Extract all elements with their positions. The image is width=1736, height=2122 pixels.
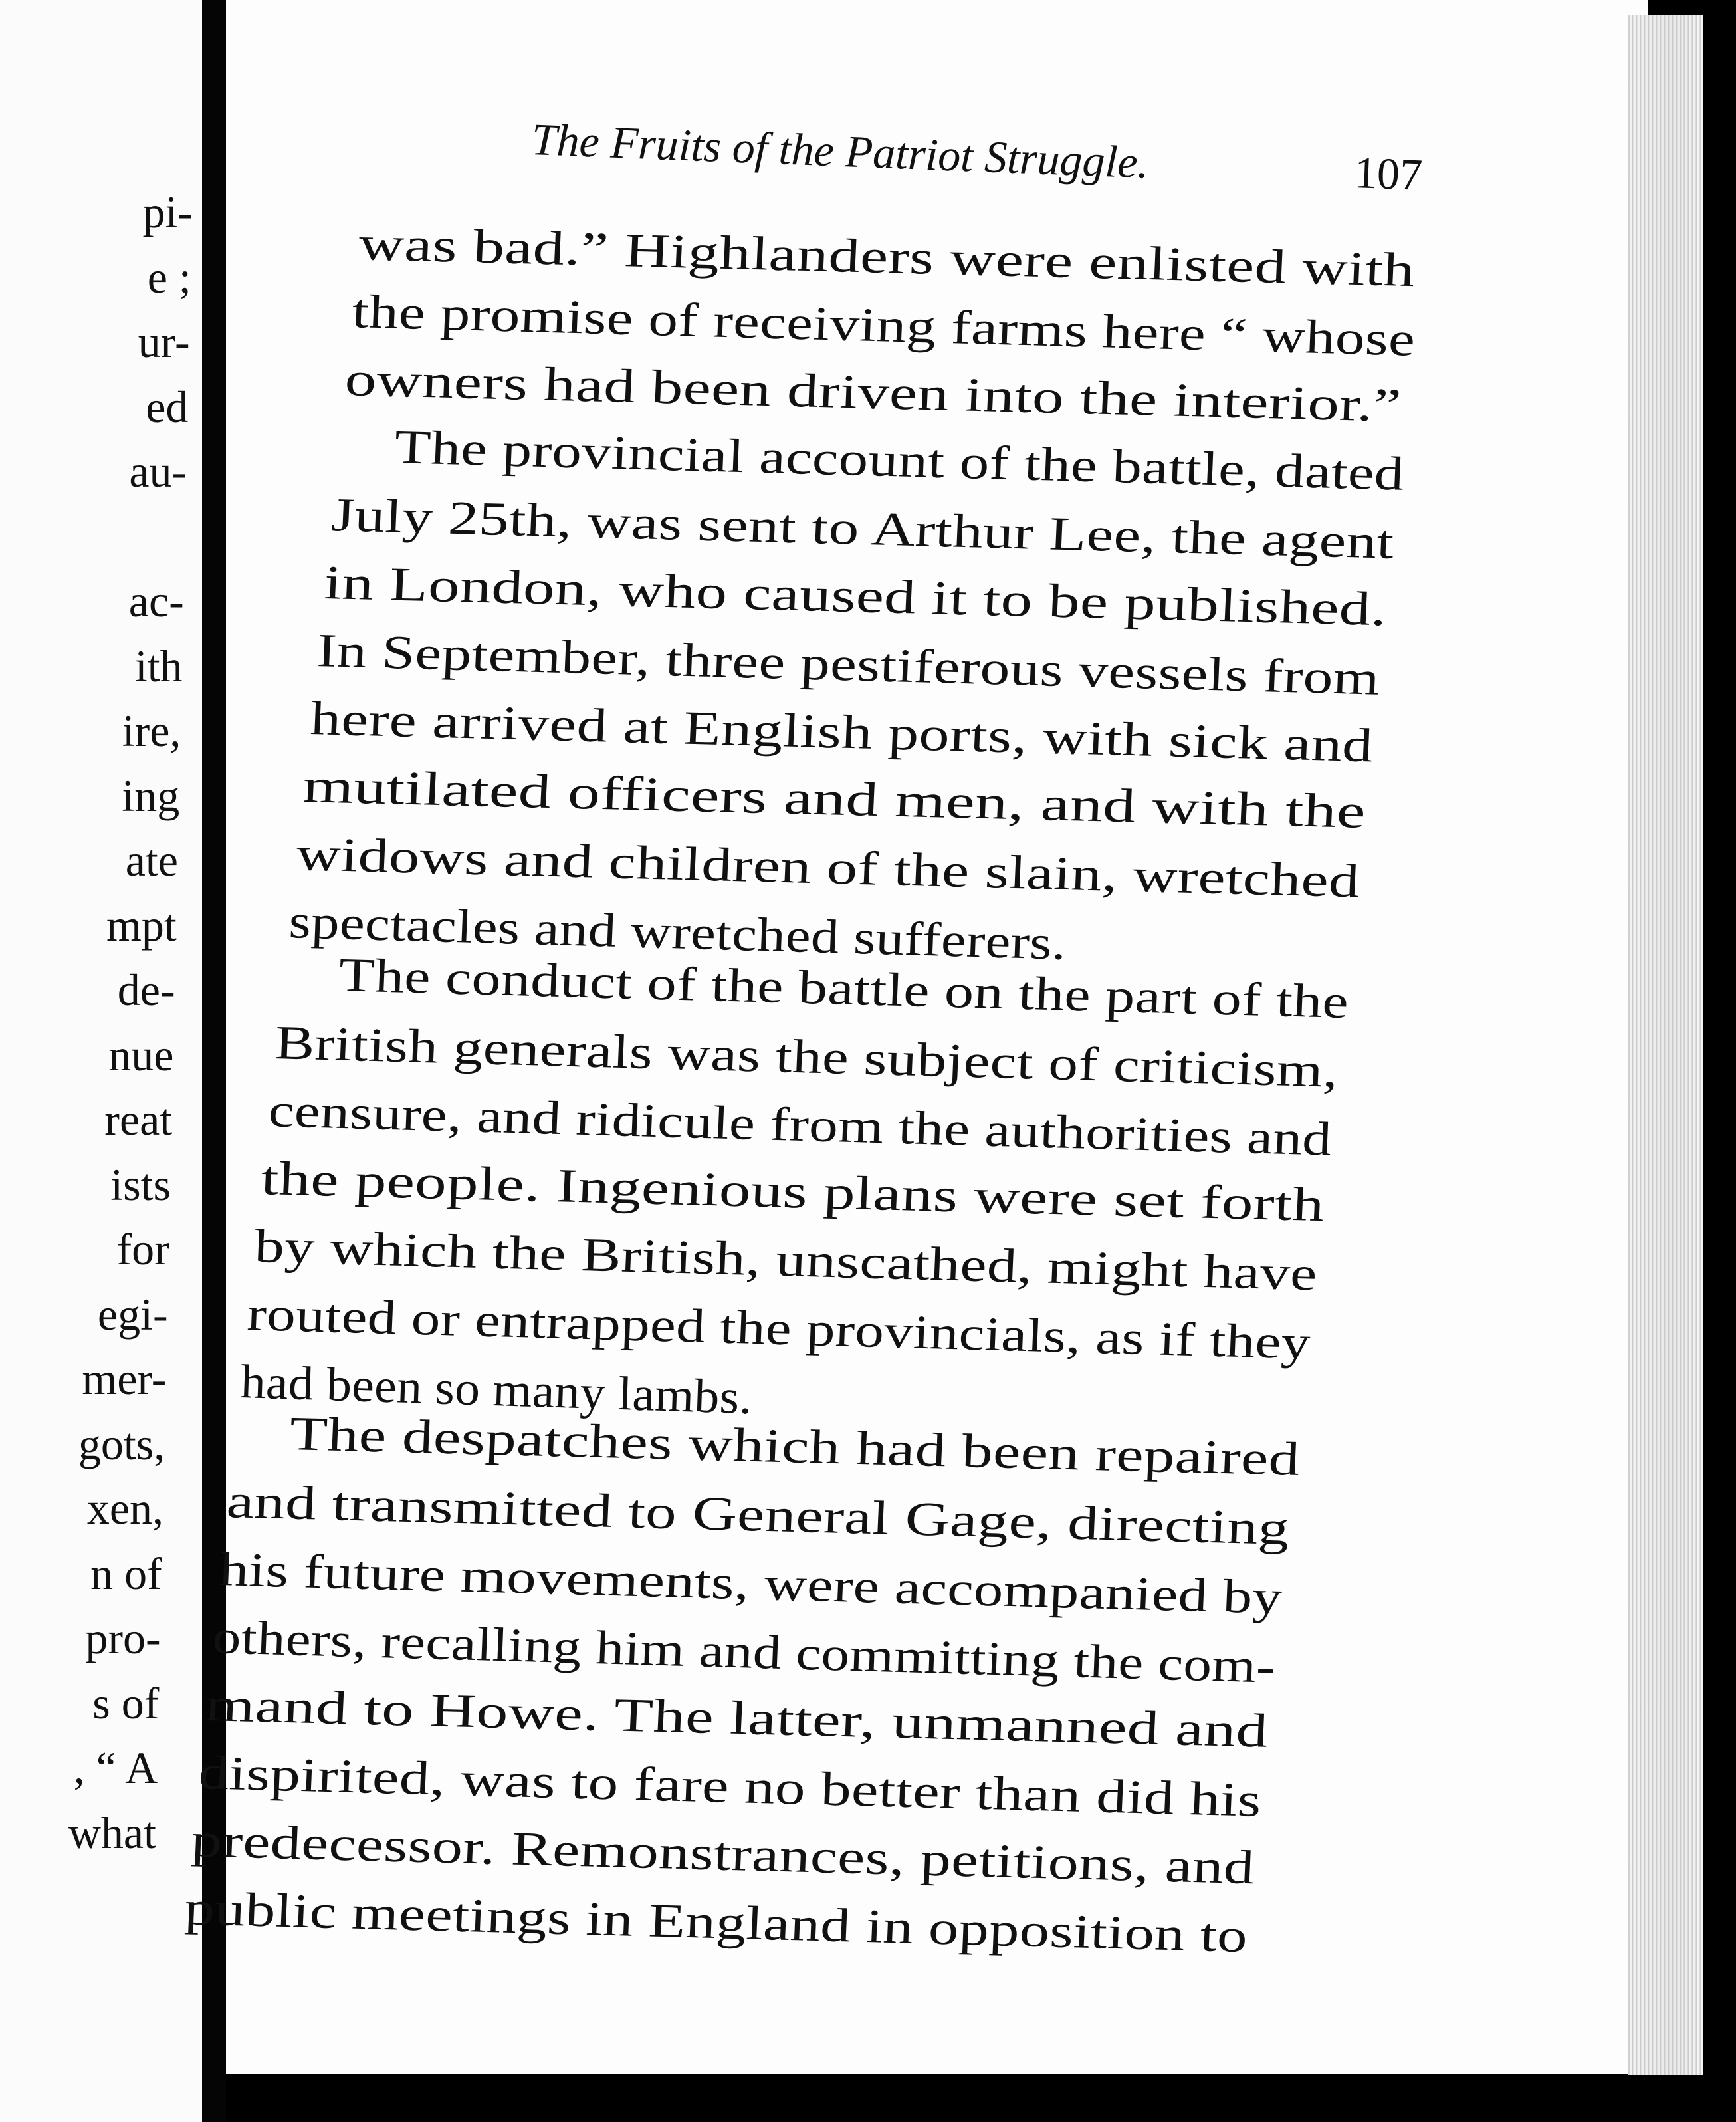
text-line: mutilated officers and men, and with the: [302, 759, 1367, 838]
text-line: spectacles and wretched sufferers.: [288, 895, 1067, 970]
left-page-fragment: ed: [146, 381, 189, 432]
text-line: British generals was the subject of criticism,: [274, 1016, 1339, 1098]
text-line: owners had been driven into the interior.”: [344, 352, 1403, 433]
text-line: dispirited, was to fare no better than did his: [197, 1746, 1262, 1827]
text-line: the people. Ingenious plans were set forth: [260, 1151, 1326, 1232]
text-line: widows and children of the slain, wretched: [294, 827, 1360, 908]
page-number: 107: [1353, 147, 1424, 200]
text-line: routed or entrapped the provincials, as if they: [246, 1287, 1312, 1369]
running-head: The Fruits of the Patriot Struggle.: [530, 114, 1150, 188]
left-page-fragment: gots,: [78, 1418, 165, 1469]
left-page-fragment: e ;: [147, 251, 191, 302]
text-line: and transmitted to General Gage, directing: [225, 1474, 1291, 1556]
text-line: had been so many lambs.: [239, 1355, 753, 1425]
text-line: mand to Howe. The latter, unmanned and: [204, 1678, 1269, 1758]
left-page-fragment: de-: [117, 965, 175, 1015]
left-page-fragment: s of: [92, 1677, 160, 1728]
text-line: The despatches which had been repaired: [288, 1407, 1301, 1486]
left-page-fragment: , “ A: [73, 1742, 158, 1793]
left-page-fragment: ate: [125, 835, 178, 885]
text-line: The conduct of the battle on the part of the: [337, 948, 1350, 1029]
text-line: here arrived at English ports, with sick and: [308, 691, 1374, 772]
left-page-fragment: ur-: [138, 316, 190, 367]
left-page-fragment: nue: [108, 1029, 174, 1080]
left-page-fragment: n of: [90, 1548, 162, 1599]
text-line: public meetings in England in opposition to: [183, 1881, 1249, 1963]
text-line: was bad.” Highlanders were enlisted with: [358, 217, 1416, 297]
text-line: The provincial account of the battle, dated: [393, 420, 1405, 501]
left-page-fragment: xen,: [86, 1483, 163, 1534]
left-page-fragment: reat: [104, 1094, 173, 1145]
text-line: his future movements, were accompanied by: [218, 1542, 1283, 1625]
text-line: others, recalling him and committing the com-: [211, 1610, 1276, 1693]
left-page-fragment: what: [68, 1807, 156, 1858]
text-line: by which the British, unscathed, might have: [253, 1219, 1318, 1301]
left-page-fragment: ith: [134, 640, 183, 691]
text-line: predecessor. Remonstrances, petitions, and: [190, 1814, 1256, 1895]
left-page-fragment: pi-: [142, 187, 193, 237]
left-page-fragment: ire,: [122, 705, 181, 756]
text-line: the promise of receiving farms here “ whose: [350, 285, 1416, 366]
left-page-fragment: pro-: [85, 1613, 161, 1663]
left-page-fragment: ing: [122, 770, 180, 821]
left-page-fragment: au-: [129, 446, 187, 497]
text-line: In September, three pestiferous vessels from: [316, 624, 1381, 705]
left-page-fragment: for: [116, 1224, 169, 1274]
text-line: in London, who caused it to be published.: [322, 556, 1388, 636]
left-page-fragment: ac-: [128, 576, 184, 626]
left-page-fragment: ists: [110, 1159, 171, 1210]
left-page-fragment: mer-: [82, 1354, 167, 1404]
text-line: July 25th, was sent to Arthur Lee, the agent: [330, 488, 1395, 569]
text-line: censure, and ridicule from the authorities and: [267, 1084, 1333, 1166]
left-page-fragment: egi-: [97, 1288, 168, 1340]
left-page-fragment: mpt: [106, 899, 177, 951]
